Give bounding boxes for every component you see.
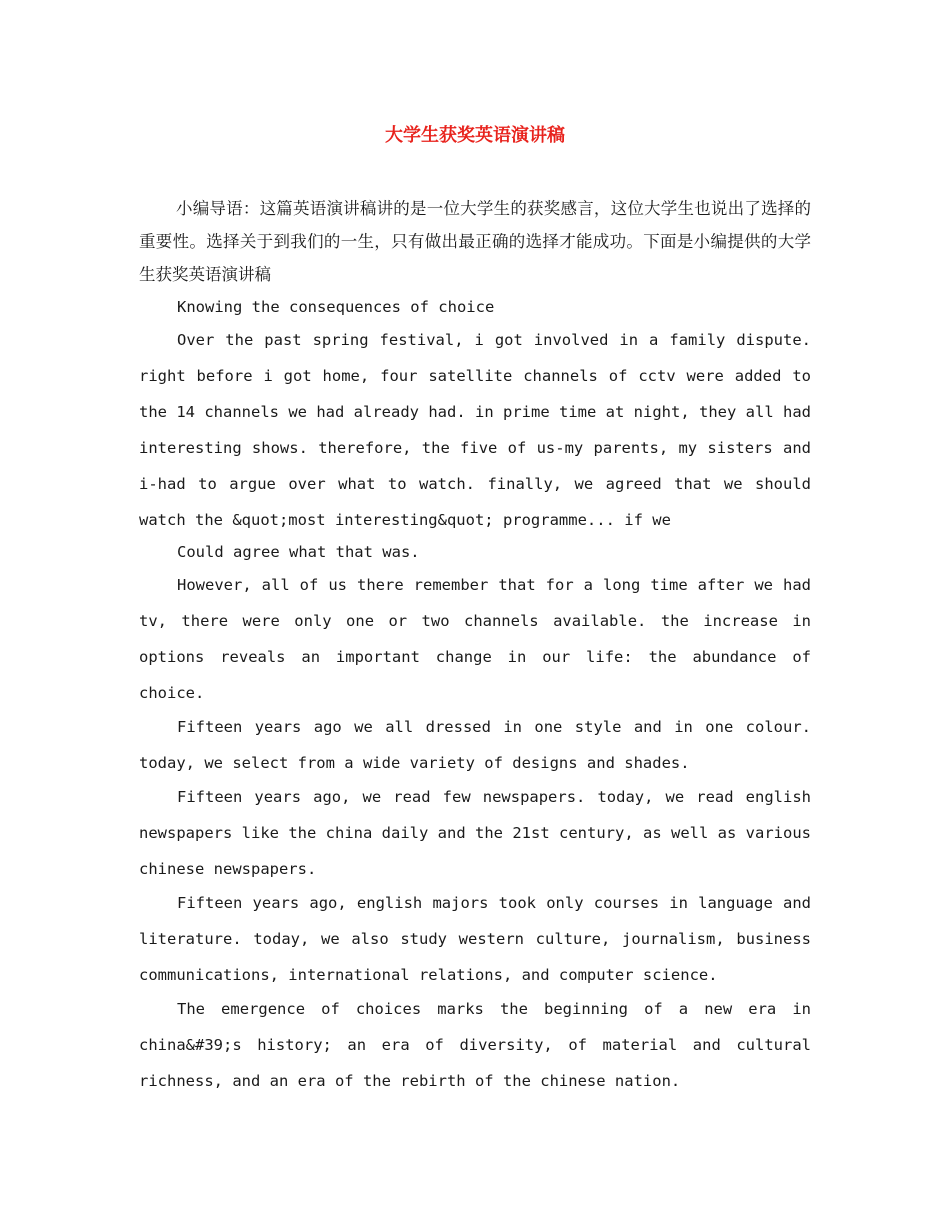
document-title: 大学生获奖英语演讲稿 <box>385 125 565 146</box>
body-paragraph: Fifteen years ago we all dressed in one style and in one colour. today, we select from a wide variety of designs and shades. <box>139 718 811 772</box>
body-paragraph: Fifteen years ago, we read few newspapers. today, we read english newspapers like the china daily and the 21st century, as well as various chinese newspapers. <box>139 788 811 878</box>
body-paragraph: The emergence of choices marks the beginning of a new era in china&#39;s history; an era of diversity, of material and cultural richness, and an era of the rebirth of the chinese nation. <box>139 1000 811 1090</box>
intro-paragraph: 小编导语：这篇英语演讲稿讲的是一位大学生的获奖感言，这位大学生也说出了选择的重要性。选择关于到我们的一生，只有做出最正确的选择才能成功。下面是小编提供的大学生获奖英语演讲稿 <box>139 199 811 284</box>
body-paragraph: Over the past spring festival, i got involved in a family dispute. right before i got home, four satellite channels of cctv were added to the 14 channels we had already had. in prime time at night, they all had interesting shows. therefore, the five of us-my parents, my sisters and i-had to argue over what to watch. finally, we agreed that we should watch the &quot;most interesting&quot; programme... if we <box>139 331 811 529</box>
document-body <box>139 192 811 1099</box>
body-paragraph: Could agree what that was. <box>177 543 420 561</box>
body-paragraph: However, all of us there remember that for a long time after we had tv, there were only one or two channels available. the increase in options reveals an important change in our life: the abundance of choice. <box>139 576 811 702</box>
body-paragraph: Fifteen years ago, english majors took only courses in language and literature. today, we also study western culture, journalism, business communications, international relations, and computer science. <box>139 894 811 984</box>
speech-heading: Knowing the consequences of choice <box>177 298 495 316</box>
